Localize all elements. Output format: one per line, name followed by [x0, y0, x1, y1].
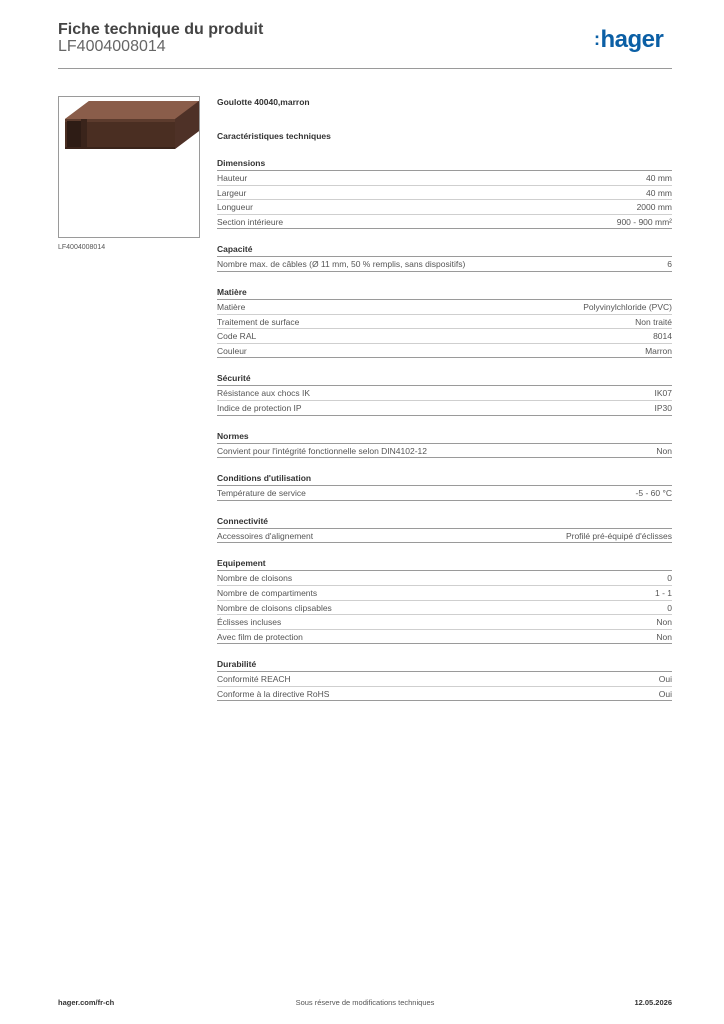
- spec-value: 8014: [653, 331, 672, 342]
- spec-label: Section intérieure: [217, 216, 284, 227]
- spec-label: Accessoires d'alignement: [217, 530, 314, 541]
- spec-row: [217, 300, 672, 315]
- spec-value: 1 - 1: [654, 587, 672, 598]
- spec-row: [217, 171, 672, 186]
- product-name: Goulotte 40040,marron: [217, 97, 310, 107]
- spec-row: [217, 386, 672, 401]
- hager-logo: [594, 26, 663, 54]
- spec-value: 900 - 900 mm²: [616, 216, 672, 227]
- spec-label: Largeur: [217, 187, 247, 198]
- logo-text: hager: [600, 26, 664, 53]
- spec-row: [217, 687, 672, 702]
- spec-label: Nombre max. de câbles (Ø 11 mm, 50 % remplis, sans dispositifs): [217, 259, 466, 270]
- section-title: Connectivité: [217, 515, 672, 529]
- section-title: Sécurité: [217, 372, 672, 386]
- spec-label: Hauteur: [217, 173, 248, 183]
- spec-row: [217, 486, 672, 501]
- spec-value: 40 mm: [646, 173, 672, 183]
- spec-section: [217, 286, 672, 358]
- footer-disclaimer: Sous réserve de modifications techniques: [295, 998, 435, 1007]
- header-divider: [58, 68, 672, 69]
- product-reference: LF4004008014: [58, 38, 166, 55]
- spec-row: [217, 186, 672, 201]
- section-title: Equipement: [217, 557, 672, 571]
- spec-value: IP30: [654, 402, 672, 413]
- spec-value: IK07: [654, 388, 672, 399]
- section-title: Durabilité: [217, 658, 672, 672]
- spec-section: [217, 557, 672, 644]
- spec-label: Résistance aux chocs IK: [217, 388, 311, 399]
- tech-characteristics-title: Caractéristiques techniques: [217, 131, 331, 141]
- spec-label: Convient pour l'intégrité fonctionnelle selon DIN4102-12: [217, 445, 428, 456]
- spec-row: [217, 315, 672, 330]
- spec-value: Non: [656, 631, 672, 642]
- spec-row: [217, 630, 672, 645]
- spec-row: [217, 200, 672, 215]
- spec-value: -5 - 60 °C: [635, 488, 672, 499]
- spec-label: Traitement de surface: [217, 316, 300, 327]
- spec-row: [217, 444, 672, 459]
- spec-label: Température de service: [217, 488, 306, 499]
- image-caption: LF4004008014: [58, 244, 106, 251]
- spec-row: [217, 215, 672, 230]
- spec-row: [217, 401, 672, 416]
- spec-section: [217, 243, 672, 272]
- spec-value: Oui: [658, 674, 672, 685]
- product-image: [58, 96, 200, 238]
- spec-label: Conforme à la directive RoHS: [217, 688, 330, 699]
- spec-value: 0: [667, 573, 672, 584]
- spec-label: Nombre de compartiments: [217, 587, 318, 598]
- section-title: Matière: [217, 286, 672, 300]
- spec-label: Nombre de cloisons clipsables: [217, 602, 332, 613]
- cable-duct-image: [59, 97, 199, 237]
- spec-row: [217, 601, 672, 616]
- spec-content: [217, 96, 672, 701]
- section-title: Dimensions: [217, 157, 672, 171]
- spec-label: Code RAL: [217, 331, 257, 342]
- spec-label: Avec film de protection: [217, 631, 303, 642]
- spec-row: [217, 672, 672, 687]
- spec-section: [217, 157, 672, 229]
- footer-website: hager.com/fr-ch: [58, 998, 115, 1007]
- spec-value: 0: [667, 602, 672, 613]
- spec-section: [217, 372, 672, 415]
- spec-section: [217, 658, 672, 701]
- spec-row: [217, 344, 672, 359]
- spec-sections: [217, 157, 672, 701]
- spec-value: Oui: [658, 688, 672, 699]
- spec-label: Longueur: [217, 202, 253, 213]
- spec-row: [217, 615, 672, 630]
- spec-label: Éclisses incluses: [217, 617, 282, 628]
- spec-label: Couleur: [217, 345, 247, 356]
- spec-row: [217, 586, 672, 601]
- spec-value: Non traité: [635, 316, 672, 327]
- section-title: Normes: [217, 430, 672, 444]
- spec-section: [217, 472, 672, 501]
- spec-row: [217, 257, 672, 272]
- spec-row: [217, 329, 672, 344]
- spec-value: Polyvinylchloride (PVC): [583, 301, 672, 312]
- spec-value: 6: [667, 259, 672, 270]
- spec-label: Nombre de cloisons: [217, 573, 293, 584]
- spec-section: [217, 515, 672, 544]
- page-title: Fiche technique du produit: [58, 21, 264, 38]
- spec-value: Marron: [645, 345, 672, 356]
- spec-value: Non: [656, 445, 672, 456]
- spec-value: 2000 mm: [636, 202, 672, 213]
- spec-row: [217, 571, 672, 586]
- spec-row: [217, 529, 672, 544]
- spec-label: Matière: [217, 301, 246, 312]
- spec-label: Indice de protection IP: [217, 402, 302, 413]
- spec-value: Non: [656, 617, 672, 628]
- spec-value: 40 mm: [646, 187, 672, 198]
- section-title: Conditions d'utilisation: [217, 472, 672, 486]
- spec-label: Conformité REACH: [217, 674, 291, 685]
- spec-value: Profilé pré-équipé d'éclisses: [565, 530, 672, 541]
- footer-date: 12.05.2026: [634, 998, 672, 1007]
- section-title: Capacité: [217, 243, 672, 257]
- spec-section: [217, 430, 672, 459]
- logo-dots-icon: :: [594, 29, 600, 49]
